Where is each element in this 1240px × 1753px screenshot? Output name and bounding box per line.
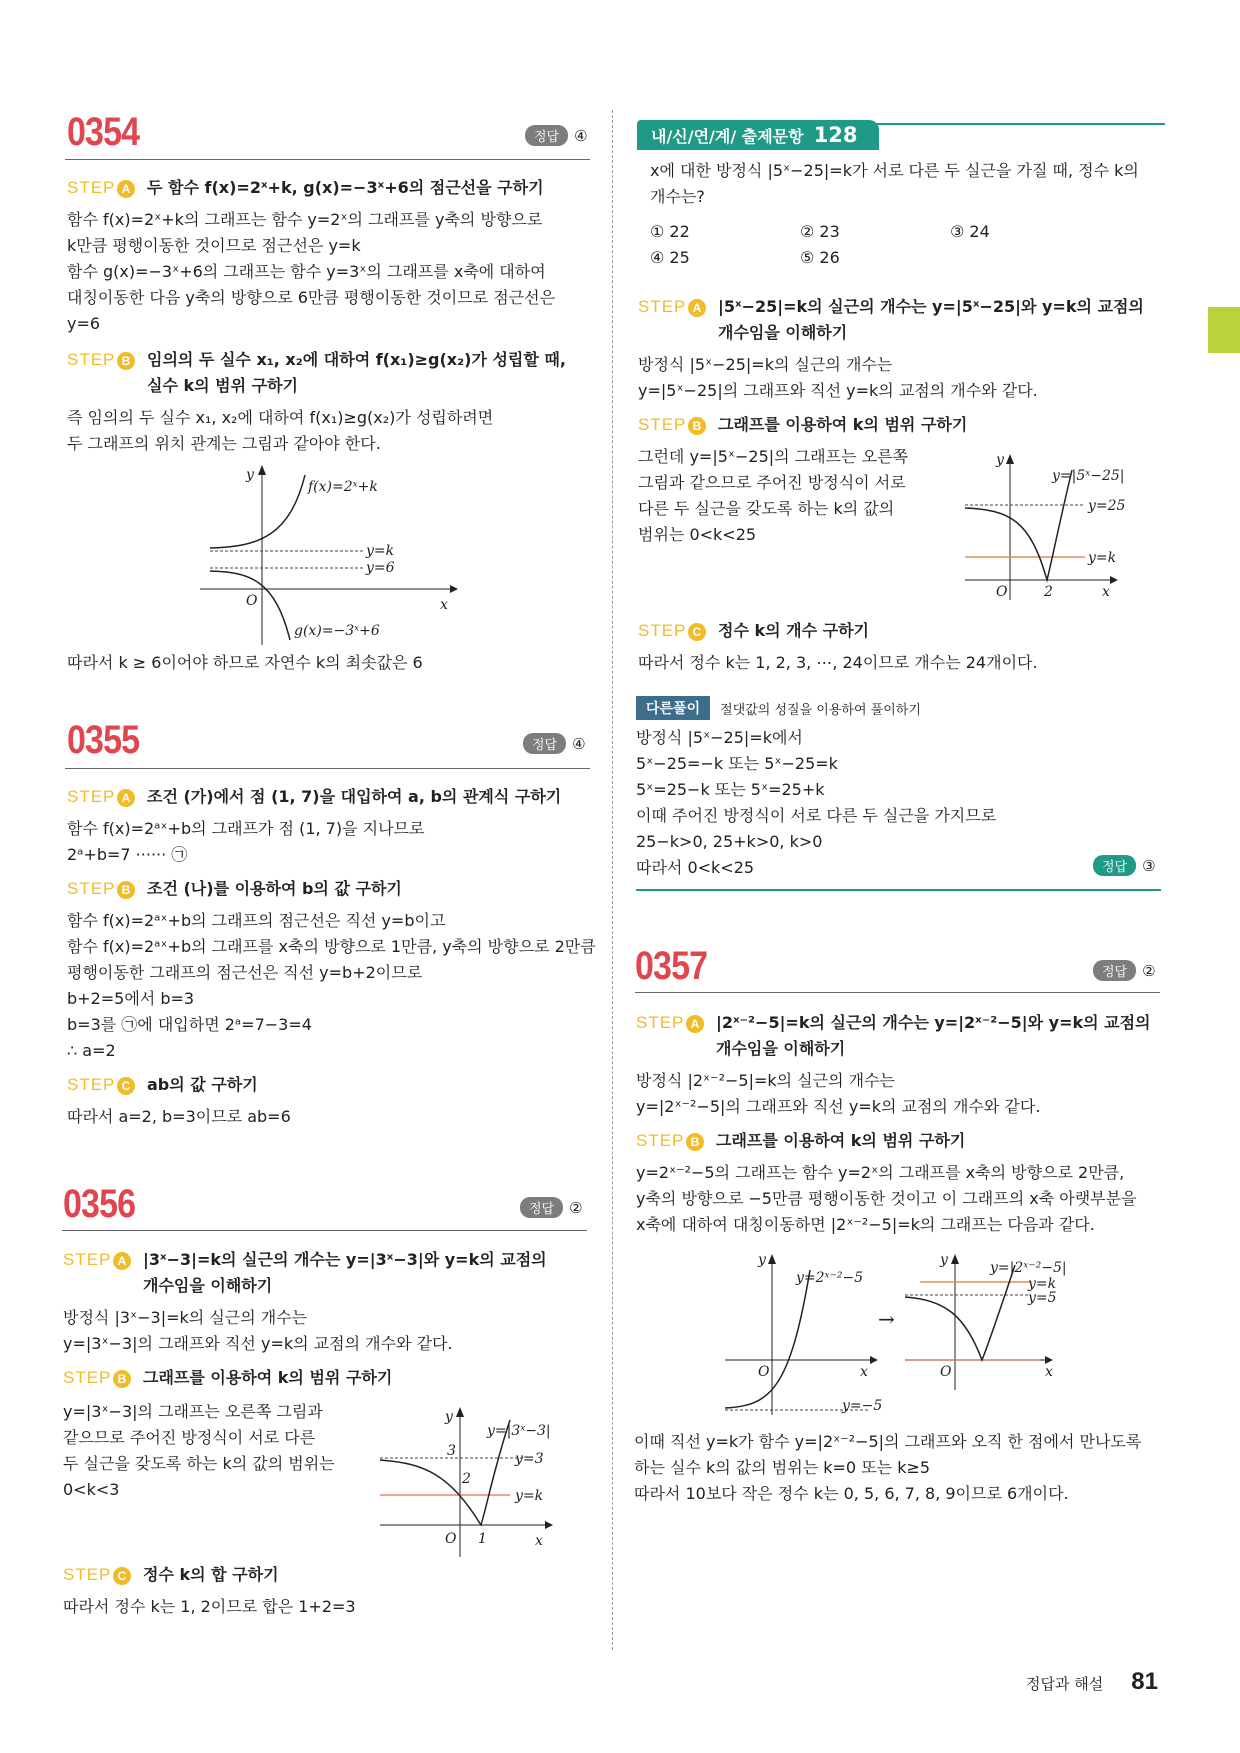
text-line: 함수 f(x)=2ᵃˣ+b의 그래프가 점 (1, 7)을 지나므로 xyxy=(67,819,425,838)
header-rule xyxy=(865,123,1165,125)
step-a: STEP A 조건 (가)에서 점 (1, 7)을 대입하여 a, b의 관계식 구하기 xyxy=(67,784,597,810)
text: B xyxy=(117,352,135,370)
text: 개수임을 이해하기 xyxy=(143,1276,273,1295)
solution-0354 xyxy=(67,175,597,457)
text: y=|5ˣ−25| xyxy=(1052,468,1125,484)
text: 정답 xyxy=(1093,960,1136,981)
text-line: y=2ˣ⁻²−5의 그래프는 함수 y=2ˣ의 그래프를 x축의 방향으로 2만큼, xyxy=(636,1163,1125,1182)
step-b xyxy=(67,347,597,399)
text: y=k xyxy=(515,1488,544,1504)
text-line: 따라서 10보다 작은 정수 k는 0, 5, 6, 7, 8, 9이므로 6개이다. xyxy=(634,1484,1069,1503)
text: A xyxy=(688,299,706,317)
text-line: 25−k>0, 25+k>0, k>0 xyxy=(636,832,823,851)
graph-128 xyxy=(960,450,1150,600)
text: 정수 k의 개수 구하기 xyxy=(718,621,869,640)
text-lines xyxy=(67,1104,597,1130)
graph-0354 xyxy=(200,465,460,645)
text: 정수 k의 합 구하기 xyxy=(143,1565,279,1584)
text-line: 함수 f(x)=2ᵃˣ+b의 그래프를 x축의 방향으로 1만큼, y축의 방향으로 2만큼 xyxy=(67,937,596,956)
text-line: b=3를 ㉠에 대입하면 2ᵃ=7−3=4 xyxy=(67,1015,312,1034)
text: B xyxy=(117,881,135,899)
text: 그래프를 이용하여 k의 범위 구하기 xyxy=(143,1368,393,1387)
solution-0355 xyxy=(67,784,597,1130)
section-rule xyxy=(636,889,1161,891)
step-a: STEP A |5ˣ−25|=k의 실근의 개수는 y=|5ˣ−25|와 y=k의 교점의 개수임을 이해하기 xyxy=(638,297,1144,342)
text: 임의의 두 실수 x₁, x₂에 대하여 f(x₁)≥g(x₂)가 성립할 때, xyxy=(147,350,566,369)
text-lines xyxy=(636,725,996,881)
text-line: 따라서 0<k<25 xyxy=(636,858,755,877)
text-line: 2ᵃ+b=7 ······ ㉠ xyxy=(67,845,188,864)
text: y=−5 xyxy=(842,1398,883,1414)
problem-number: 0354 xyxy=(67,110,140,154)
text: 조건 (가)에서 점 (1, 7)을 대입하여 a, b의 관계식 구하기 xyxy=(147,787,562,806)
step-c-128: STEP C 정수 k의 개수 구하기 따라서 정수 k는 1, 2, 3, ⋯, 24이므로 개수는 24개이다. xyxy=(638,618,1178,676)
alt-solution-header xyxy=(636,696,921,720)
text: 정답 xyxy=(523,733,566,754)
text: B xyxy=(113,1370,131,1388)
text: C xyxy=(688,623,706,641)
text: 2 xyxy=(462,1471,471,1487)
step-label xyxy=(67,175,147,201)
text: 개수임을 이해하기 xyxy=(718,323,848,342)
step-b: STEP B 그래프를 이용하여 k의 범위 구하기 xyxy=(63,1365,593,1391)
text: 개수임을 이해하기 xyxy=(716,1039,846,1058)
arrow-icon: → xyxy=(878,1307,895,1331)
text-lines xyxy=(636,1160,1176,1238)
text: y=5 xyxy=(1028,1290,1057,1306)
text-lines xyxy=(63,1594,593,1620)
text: ab의 값 구하기 xyxy=(147,1075,258,1094)
text: y xyxy=(758,1252,766,1268)
text-line: 그림과 같으므로 주어진 방정식이 서로 xyxy=(638,473,906,492)
text: ② xyxy=(1142,961,1156,980)
footer-label: 정답과 해설 xyxy=(1026,1675,1104,1693)
text-lines xyxy=(638,650,1178,676)
text: |3ˣ−3|=k의 실근의 개수는 y=|3ˣ−3|와 y=k의 교점의 xyxy=(143,1250,547,1269)
title-rule xyxy=(635,992,1160,993)
text-line: 두 그래프의 위치 관계는 그림과 같아야 한다. xyxy=(67,434,381,453)
text-line: 함수 f(x)=2ᵃˣ+b의 그래프의 점근선은 직선 y=b이고 xyxy=(67,911,446,930)
text: STEP xyxy=(67,178,116,197)
text-line: 방정식 |5ˣ−25|=k에서 xyxy=(636,728,803,747)
text: O xyxy=(996,584,1008,600)
text: O xyxy=(758,1364,770,1380)
text: A xyxy=(113,1252,131,1270)
text: C xyxy=(117,1077,135,1095)
text-line: 0<k<3 xyxy=(63,1480,120,1499)
text: x xyxy=(860,1364,868,1380)
text: y=25 xyxy=(1088,498,1126,514)
alt-solution xyxy=(636,725,996,881)
answer-label: 정답 xyxy=(525,125,568,146)
answer-value: ④ xyxy=(574,126,588,145)
side-tab xyxy=(1208,307,1240,353)
text-line: x축에 대하여 대칭이동하면 |2ˣ⁻²−5|=k의 그래프는 다음과 같다. xyxy=(636,1215,1095,1234)
text-lines xyxy=(636,1068,1176,1120)
graph-0357 xyxy=(720,1250,1080,1420)
text: 1 xyxy=(478,1531,487,1547)
option[interactable]: ① 22 xyxy=(650,222,690,241)
problem-number: 0357 xyxy=(635,944,708,988)
text: y xyxy=(940,1252,948,1268)
text: x xyxy=(535,1533,543,1549)
text: 내/신/연/계/ 출제문항 xyxy=(651,126,804,146)
option[interactable]: ⑤ 26 xyxy=(800,248,840,267)
text: y=|2ˣ⁻²−5| xyxy=(990,1260,1067,1276)
text: 정답 xyxy=(520,1197,563,1218)
text: y=3 xyxy=(515,1451,544,1467)
option[interactable]: ③ 24 xyxy=(950,222,990,241)
solution-0357 xyxy=(636,1010,1176,1238)
conclusion: 따라서 k ≥ 6이어야 하므로 자연수 k의 최솟값은 6 xyxy=(67,653,423,672)
text-line: y축의 방향으로 −5만큼 평행이동한 것이고 이 그래프의 x축 아랫부분을 xyxy=(636,1189,1137,1208)
text: y=2ˣ⁻²−5 xyxy=(796,1270,864,1286)
text-line: 개수는? xyxy=(650,187,705,206)
answer-badge xyxy=(1093,960,1156,981)
text: 다른풀이 xyxy=(636,696,710,720)
text-lines xyxy=(638,352,1178,404)
text: |2ˣ⁻²−5|=k의 실근의 개수는 y=|2ˣ⁻²−5|와 y=k의 교점의 xyxy=(716,1013,1151,1032)
text: ④ xyxy=(572,734,586,753)
step-c: STEP C ab의 값 구하기 xyxy=(67,1072,597,1098)
curve-label-g: g(x)=−3ˣ+6 xyxy=(294,623,380,639)
text-lines xyxy=(67,908,597,1064)
text-lines xyxy=(634,1429,1141,1507)
text-lines xyxy=(67,405,597,457)
text: y=|3ˣ−3| xyxy=(487,1423,551,1439)
page-number: 81 xyxy=(1131,1668,1158,1695)
conclusion-0357 xyxy=(634,1429,1141,1507)
linked-problem-header xyxy=(637,120,879,150)
text: O xyxy=(445,1531,457,1547)
step-a xyxy=(67,175,597,201)
option[interactable]: ② 23 xyxy=(800,222,840,241)
text: A xyxy=(117,180,135,198)
text: B xyxy=(688,417,706,435)
text-line: 다른 두 실근을 갖도록 하는 k의 값의 xyxy=(638,499,895,518)
text-lines xyxy=(650,158,1139,210)
problem-number: 0355 xyxy=(67,718,140,762)
text-line: y=|3ˣ−3|의 그래프는 오른쪽 그림과 xyxy=(63,1402,323,1421)
text: x xyxy=(1045,1364,1053,1380)
problem-number: 0356 xyxy=(63,1182,136,1226)
text: 3 xyxy=(447,1443,456,1459)
text: 조건 (나)를 이용하여 b의 값 구하기 xyxy=(147,879,402,898)
footer xyxy=(1026,1668,1158,1696)
text-line: 함수 f(x)=2ˣ+k의 그래프는 함수 y=2ˣ의 그래프를 y축의 방향으로 xyxy=(67,210,543,229)
text-line: y=|5ˣ−25|의 그래프와 직선 y=k의 교점의 개수와 같다. xyxy=(638,381,1038,400)
axis-label-x: x xyxy=(440,597,448,613)
text-lines xyxy=(63,1305,593,1357)
text: C xyxy=(113,1567,131,1585)
title-rule xyxy=(62,1230,587,1231)
text: y xyxy=(996,452,1004,468)
column-divider xyxy=(612,110,613,1650)
text: 정답 xyxy=(1093,855,1136,876)
text-line: 하는 실수 k의 값의 범위는 k=0 또는 k≥5 xyxy=(634,1458,931,1477)
text-line: x에 대한 방정식 |5ˣ−25|=k가 서로 다른 두 실근을 가질 때, 정수 k의 xyxy=(650,161,1139,180)
text: ② xyxy=(569,1198,583,1217)
text-line: 평행이동한 그래프의 점근선은 직선 y=b+2이므로 xyxy=(67,963,423,982)
text-line: 함수 g(x)=−3ˣ+6의 그래프는 함수 y=3ˣ의 그래프를 x축에 대하여 xyxy=(67,262,546,281)
text: y=k xyxy=(1088,550,1117,566)
answer-badge xyxy=(520,1197,583,1218)
text-line: ∴ a=2 xyxy=(67,1041,116,1060)
step-title xyxy=(147,347,566,399)
text-line: 방정식 |3ˣ−3|=k의 실근의 개수는 xyxy=(63,1308,308,1327)
text-line: 5ˣ−25=−k 또는 5ˣ−25=k xyxy=(636,754,838,773)
text-line: 범위는 0<k<25 xyxy=(638,525,757,544)
text-line: 같으므로 주어진 방정식이 서로 다른 xyxy=(63,1428,316,1447)
answer-badge xyxy=(525,125,588,146)
axis-label-y: y xyxy=(246,467,254,483)
options xyxy=(650,220,1070,270)
text: O xyxy=(940,1364,952,1380)
text: B xyxy=(686,1133,704,1151)
step-b: STEP B 그래프를 이용하여 k의 범위 구하기 xyxy=(636,1128,1176,1154)
option[interactable]: ④ 25 xyxy=(650,248,690,267)
text-line: 이때 주어진 방정식이 서로 다른 두 실근을 가지므로 xyxy=(636,806,997,825)
text-line: y=6 xyxy=(67,314,101,333)
origin-label: O xyxy=(246,593,258,609)
step-b: STEP B 그래프를 이용하여 k의 범위 구하기 xyxy=(638,412,1178,438)
question xyxy=(650,158,1139,210)
text-line: 방정식 |2ˣ⁻²−5|=k의 실근의 개수는 xyxy=(636,1071,895,1090)
text-line: 두 실근을 갖도록 하는 k의 값의 범위는 xyxy=(63,1454,335,1473)
text: 2 xyxy=(1044,584,1053,600)
step-a: STEP A |3ˣ−3|=k의 실근의 개수는 y=|3ˣ−3|와 y=k의 교점의 개수임을 이해하기 xyxy=(63,1250,547,1295)
text-line: k만큼 평행이동한 것이므로 점근선은 y=k xyxy=(67,236,361,255)
text-line: 따라서 정수 k는 1, 2이므로 합은 1+2=3 xyxy=(63,1597,356,1616)
graph-0356 xyxy=(375,1405,575,1557)
text-lines xyxy=(67,816,597,868)
text: 절댓값의 성질을 이용하여 풀이하기 xyxy=(720,702,921,718)
step-title: 두 함수 f(x)=2ˣ+k, g(x)=−3ˣ+6의 점근선을 구하기 xyxy=(147,178,544,197)
text-line: y=|2ˣ⁻²−5|의 그래프와 직선 y=k의 교점의 개수와 같다. xyxy=(636,1097,1041,1116)
text: A xyxy=(117,789,135,807)
answer-badge xyxy=(1093,855,1156,876)
text-line: 5ˣ=25−k 또는 5ˣ=25+k xyxy=(636,780,825,799)
text: 실수 k의 범위 구하기 xyxy=(147,376,298,395)
text-line: 따라서 a=2, b=3이므로 ab=6 xyxy=(67,1107,291,1126)
text: 그래프를 이용하여 k의 범위 구하기 xyxy=(718,415,968,434)
text-lines xyxy=(67,207,597,337)
text-line: 대칭이동한 다음 y축의 방향으로 6만큼 평행이동한 것이므로 점근선은 xyxy=(67,288,556,307)
curve-label-f: f(x)=2ˣ+k xyxy=(308,479,378,495)
text: |5ˣ−25|=k의 실근의 개수는 y=|5ˣ−25|와 y=k의 교점의 xyxy=(718,297,1144,316)
text: 128 xyxy=(813,123,858,147)
step-label: STEP B xyxy=(67,347,147,399)
text: y=k xyxy=(1028,1276,1057,1292)
text: ③ xyxy=(1142,856,1156,875)
text-line: 즉 임의의 두 실수 x₁, x₂에 대하여 f(x₁)≥g(x₂)가 성립하려면 xyxy=(67,408,494,427)
text: x xyxy=(1102,584,1110,600)
text: A xyxy=(686,1015,704,1033)
step-b: STEP B 조건 (나)를 이용하여 b의 값 구하기 xyxy=(67,876,597,902)
step-a: STEP A |2ˣ⁻²−5|=k의 실근의 개수는 y=|2ˣ⁻²−5|와 y=k의 교점의 개수임을 이해하기 xyxy=(636,1013,1151,1058)
title-rule xyxy=(65,159,590,160)
text-line: y=|3ˣ−3|의 그래프와 직선 y=k의 교점의 개수와 같다. xyxy=(63,1334,453,1353)
step-c-0356: STEP C 정수 k의 합 구하기 따라서 정수 k는 1, 2이므로 합은 1+2=3 xyxy=(63,1562,593,1620)
text-line: b+2=5에서 b=3 xyxy=(67,989,195,1008)
title-rule xyxy=(65,768,590,769)
text: y xyxy=(445,1409,453,1425)
text-line: 따라서 정수 k는 1, 2, 3, ⋯, 24이므로 개수는 24개이다. xyxy=(638,653,1038,672)
text-line: 이때 직선 y=k가 함수 y=|2ˣ⁻²−5|의 그래프와 오직 한 점에서 만나도록 xyxy=(634,1432,1142,1451)
text-line: 방정식 |5ˣ−25|=k의 실근의 개수는 xyxy=(638,355,893,374)
text-line: 그런데 y=|5ˣ−25|의 그래프는 오른쪽 xyxy=(638,447,908,466)
answer-badge xyxy=(523,733,586,754)
line-label-6: y=6 xyxy=(366,560,395,576)
text: 그래프를 이용하여 k의 범위 구하기 xyxy=(716,1131,966,1150)
line-label-k: y=k xyxy=(366,543,395,559)
